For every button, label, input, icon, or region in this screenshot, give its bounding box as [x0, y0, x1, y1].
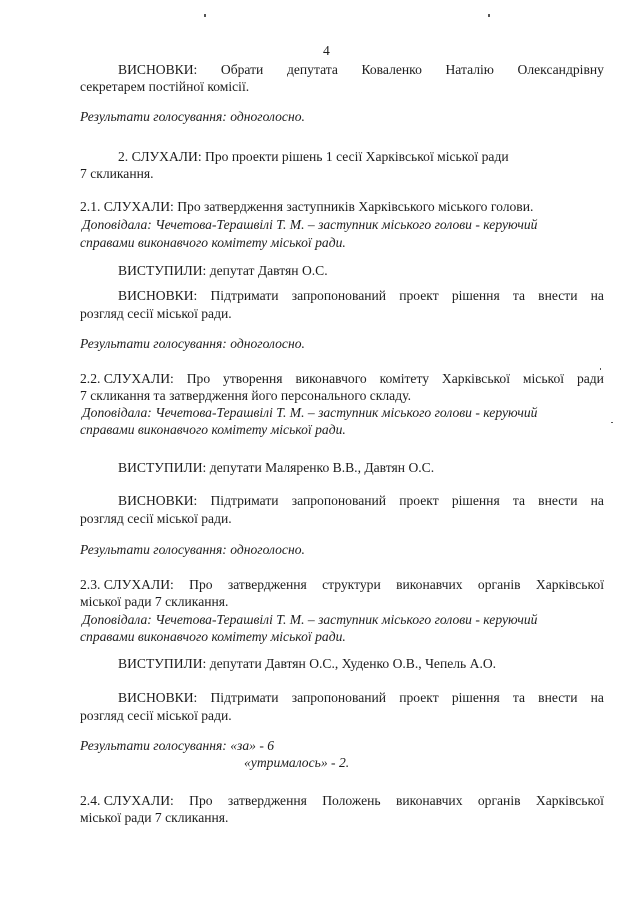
section-heading: 2. СЛУХАЛИ: Про проекти рішень 1 сесії Харківської міської ради: [118, 149, 509, 164]
text-line: міської ради 7 скликання.: [80, 810, 229, 825]
speaker-line: справами виконавчого комітету міської ради.: [80, 422, 346, 437]
text-line: розгляд сесії міської ради.: [80, 708, 232, 723]
scan-speck: [600, 368, 601, 370]
scan-speck: [488, 14, 490, 17]
vote-result: Результати голосування: одноголосно.: [80, 336, 305, 351]
vote-result: Результати голосування: одноголосно.: [80, 109, 305, 124]
item-heading: 2.2. СЛУХАЛИ: Про утворення виконавчого комітету Харківської міської ради: [80, 371, 604, 386]
speaker-line: Доповідала: Чечетова-Терашвілі Т. М. – заступник міського голови - керуючий: [82, 612, 538, 627]
scan-speck: [611, 422, 613, 423]
item-heading: 2.3. СЛУХАЛИ: Про затвердження структури виконавчих органів Харківської: [80, 577, 604, 592]
text-line: 7 скликання.: [80, 166, 154, 181]
text-line: секретарем постійної комісії.: [80, 79, 250, 94]
vote-result: Результати голосування: «за» - 6: [80, 738, 275, 753]
conclusion-line: ВИСНОВКИ: Підтримати запропонований проект рішення та внести на: [118, 690, 604, 705]
speaker-line: справами виконавчого комітету міської ради.: [80, 235, 346, 250]
vote-result: Результати голосування: одноголосно.: [80, 542, 305, 557]
conclusion-line: ВИСНОВКИ: Обрати депутата Коваленко Наталію Олександрівну: [118, 62, 604, 77]
speaker-line: справами виконавчого комітету міської ради.: [80, 629, 346, 644]
conclusion-line: ВИСНОВКИ: Підтримати запропонований проект рішення та внести на: [118, 493, 604, 508]
item-heading: 2.4. СЛУХАЛИ: Про затвердження Положень виконавчих органів Харківської: [80, 793, 604, 808]
text-line: розгляд сесії міської ради.: [80, 511, 232, 526]
text-line: 7 скликання та затвердження його персонального складу.: [80, 388, 411, 403]
text-line: міської ради 7 скликання.: [80, 594, 229, 609]
conclusion-line: ВИСНОВКИ: Підтримати запропонований проект рішення та внести на: [118, 288, 604, 303]
page-number: 4: [323, 43, 330, 58]
speaker-line: Доповідала: Чечетова-Терашвілі Т. М. – заступник міського голови - керуючий: [82, 405, 538, 420]
speakers-line: ВИСТУПИЛИ: депутати Давтян О.С., Худенко О.В., Чепель А.О.: [118, 656, 497, 671]
speakers-line: ВИСТУПИЛИ: депутат Давтян О.С.: [118, 263, 328, 278]
speakers-line: ВИСТУПИЛИ: депутати Маляренко В.В., Давтян О.С.: [118, 460, 435, 475]
text-line: розгляд сесії міської ради.: [80, 306, 232, 321]
item-heading: 2.1. СЛУХАЛИ: Про затвердження заступників Харківського міського голови.: [80, 199, 534, 214]
scan-speck: [204, 14, 206, 17]
speaker-line: Доповідала: Чечетова-Терашвілі Т. М. – заступник міського голови - керуючий: [82, 217, 538, 232]
vote-result-abstained: «утрималось» - 2.: [244, 755, 350, 770]
